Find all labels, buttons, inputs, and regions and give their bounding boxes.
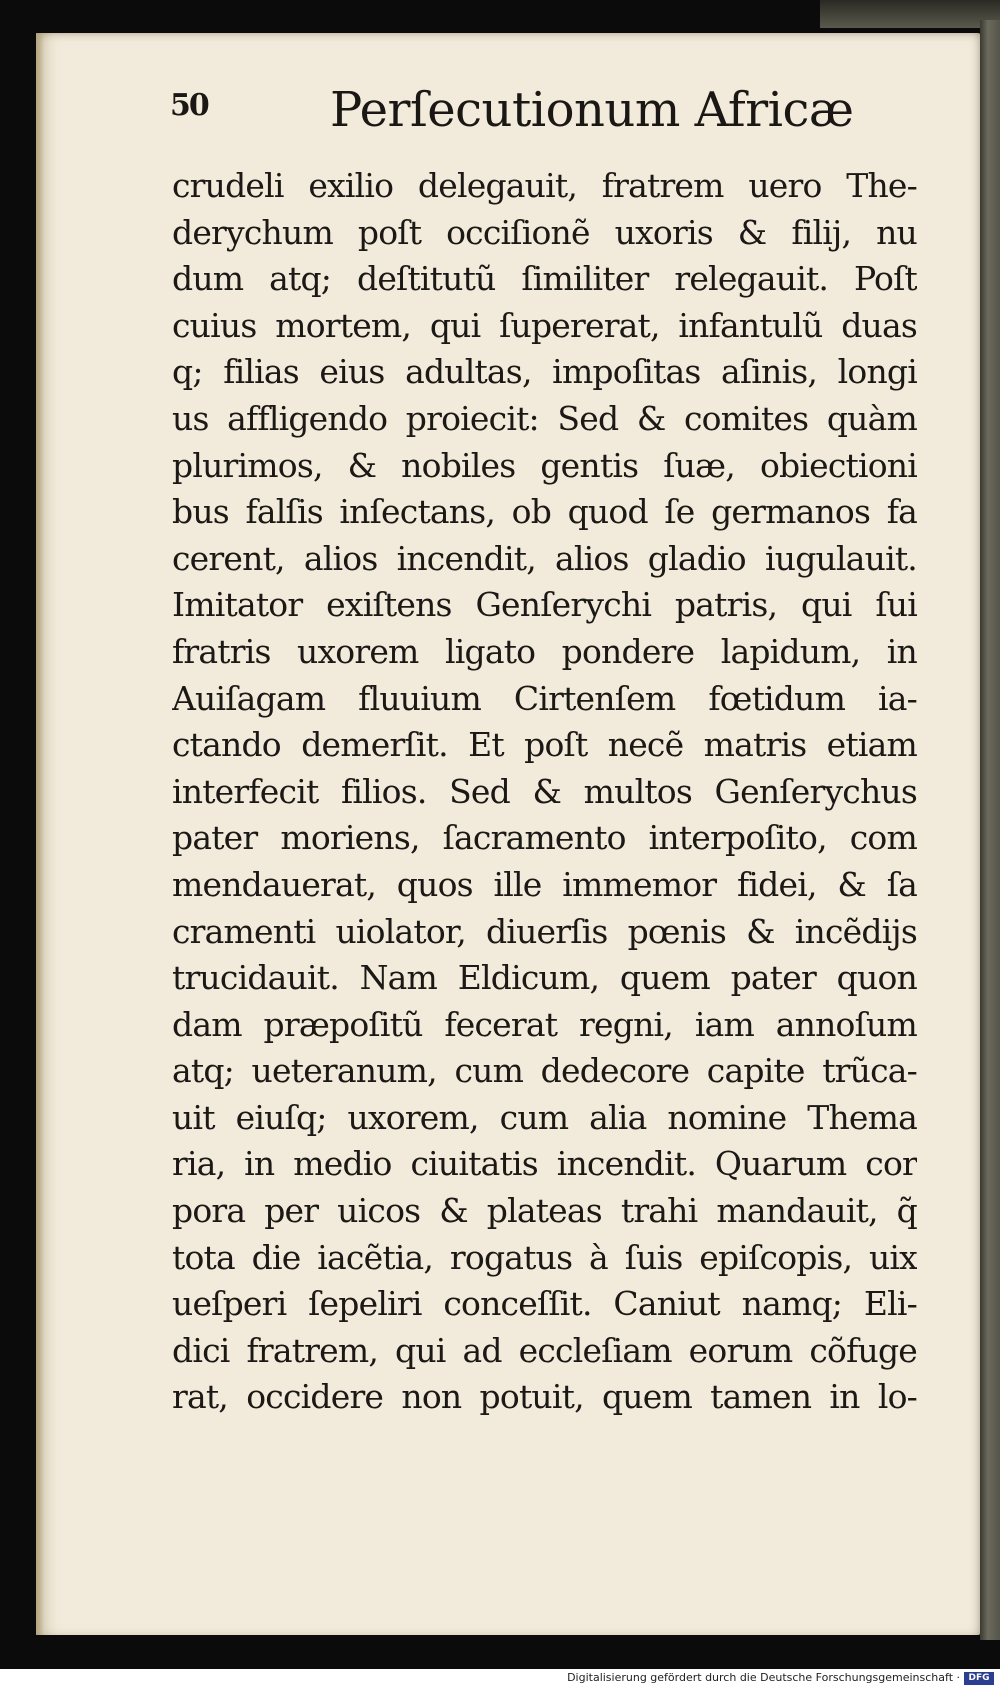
text-line: rat, occidere non potuit, quem tamen in lo- <box>172 1377 917 1417</box>
text-line: cerent, alios incendit, alios gladio iugulauit. <box>172 538 917 578</box>
text-line: interfecit filios. Sed & multos Genſerychus <box>172 771 917 811</box>
digitization-credit: Digitalisierung gefördert durch die Deutsche Forschungsgemeinschaft · <box>567 1671 960 1684</box>
text-line: dici fratrem, qui ad eccleſiam eorum cõfuge <box>172 1330 917 1370</box>
text-line: pater moriens, ſacramento interpoſito, com <box>172 818 917 858</box>
text-line: q; filias eius adultas, impoſitas aſinis, longi <box>172 352 917 392</box>
text-line: cramenti uiolator, diuerſis pœnis & incẽdijs <box>172 911 917 951</box>
text-line: dam præpoſitũ fecerat regni, iam annoſum <box>172 1004 917 1044</box>
text-line: cuius mortem, qui ſupererat, infantulũ duas <box>172 305 917 345</box>
page-number: 50 <box>170 88 208 123</box>
text-line: Imitator exiſtens Genſerychi patris, qui ſui <box>172 585 917 625</box>
text-line: ria, in medio ciuitatis incendit. Quarum cor <box>172 1144 917 1184</box>
dfg-logo: DFG <box>964 1672 994 1685</box>
text-line: dum atq; deſtitutũ ſimiliter relegauit. Poſt <box>172 259 917 299</box>
running-head: Perſecutionum Africæ <box>330 82 854 138</box>
book-board-right <box>980 20 1000 1640</box>
text-line: us affligendo proiecit: Sed & comites quàm <box>172 398 917 438</box>
text-line: mendauerat, quos ille immemor fidei, & ſa <box>172 864 917 904</box>
text-line: uit eiuſq; uxorem, cum alia nomine Thema <box>172 1097 917 1137</box>
text-line: tota die iacẽtia, rogatus à ſuis epiſcopis, uix <box>172 1237 917 1277</box>
text-line: bus falſis inſectans, ob quod ſe germanos fa <box>172 492 917 532</box>
text-line: crudeli exilio delegauit, fratrem uero The- <box>172 166 917 205</box>
page-gutter-shade <box>36 33 44 1635</box>
footer-bar <box>0 1669 1000 1689</box>
text-line: ctando demerſit. Et poſt necẽ matris etiam <box>172 725 917 765</box>
book-board-top <box>820 0 1000 28</box>
text-line: ueſperi ſepeliri conceſſit. Caniut namq; Eli- <box>172 1284 917 1324</box>
text-block <box>172 163 917 1421</box>
text-line: plurimos, & nobiles gentis ſuæ, obiectioni <box>172 445 917 485</box>
text-line: pora per uicos & plateas trahi mandauit, q̃ <box>172 1191 917 1231</box>
text-line: trucidauit. Nam Eldicum, quem pater quon <box>172 958 917 998</box>
text-line: Auiſagam fluuium Cirtenſem fœtidum ia- <box>172 678 917 718</box>
page-header <box>170 82 854 154</box>
text-line: derychum poſt occiſionẽ uxoris & filij, nu <box>172 212 917 252</box>
text-line: fratris uxorem ligato pondere lapidum, in <box>172 631 917 671</box>
text-line: atq; ueteranum, cum dedecore capite trũca- <box>172 1051 917 1091</box>
